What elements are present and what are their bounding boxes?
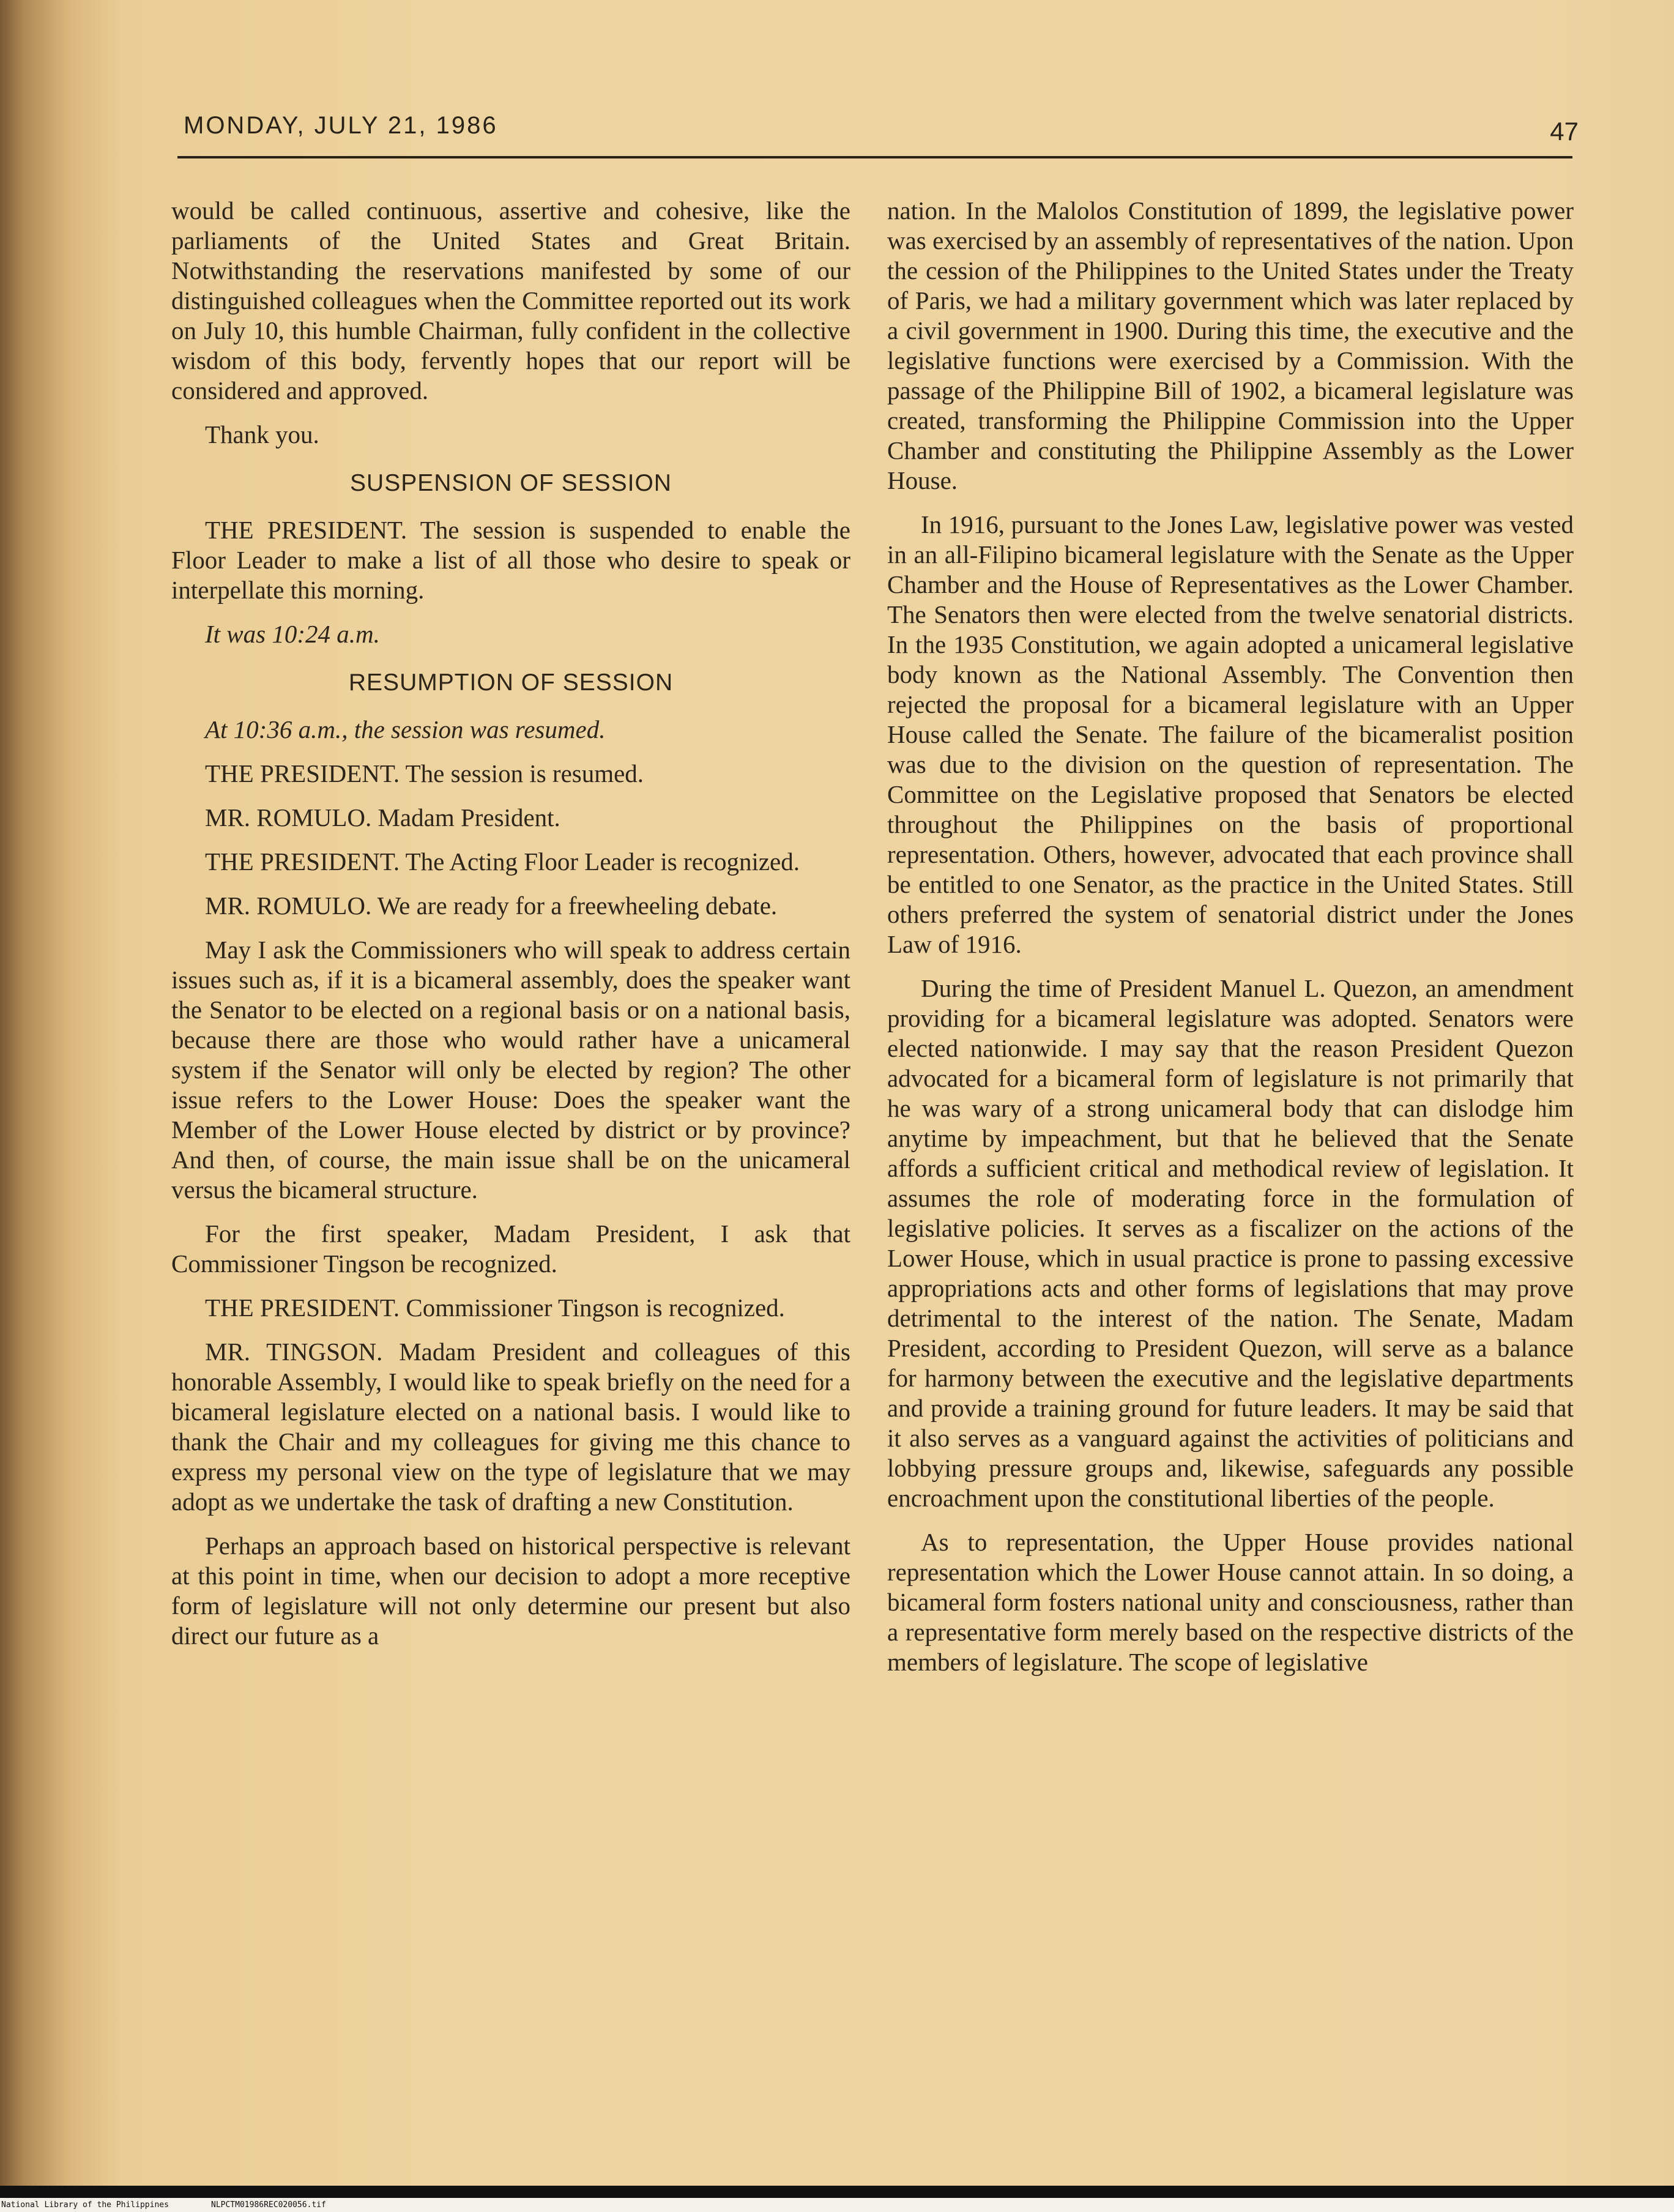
right-column [887,196,1574,1691]
paragraph: THE PRESIDENT. The Acting Floor Leader is recognized. [205,847,800,876]
header-rule [177,156,1572,158]
paragraph: MR. ROMULO. Madam President. [205,803,560,832]
paragraph: May I ask the Commissioners who will speak to address certain issues such as, if it is a bicameral assembly, does the speaker want the Senator to be elected on a regional basis or on a national basis, because there are those who would rather have a unicameral system if the Senator will only be elected by region? The other issue refers to the Lower House: Does the speaker want the Member of the Lower House elected by district or by province? And then, of course, the main issue shall be on the unicameral versus the bicameral structure. [171,936,850,1204]
footer-file: NLPCTM01986REC020056.tif [211,2200,326,2210]
section-heading: SUSPENSION OF SESSION [350,470,672,496]
paragraph: Thank you. [205,420,319,449]
page-header [184,107,1579,156]
paragraph: THE PRESIDENT. The session is suspended to enable the Floor Leader to make a list of all those who desire to speak or interpellate this morning. [171,516,850,604]
paragraph: As to representation, the Upper House provides national representation which the Lower House cannot attain. In so doing, a bicameral form fosters national unity and consciousness, rather than a representative form merely based on the respective districts of the members of legislature. The scope of legislative [887,1528,1574,1676]
paragraph: At 10:36 a.m., the session was resumed. [205,715,606,743]
page-number: 47 [1550,117,1579,146]
section-heading: RESUMPTION OF SESSION [348,669,674,696]
running-head: MONDAY, JULY 21, 1986 [184,112,498,139]
paragraph: It was 10:24 a.m. [205,620,380,648]
paragraph: During the time of President Manuel L. Quezon, an amendment providing for a bicameral legislature was adopted. Senators were elected nationwide. I may say that the reason President Quezon advocated for a bicameral form of legislature is not primarily that he was wary of a strong unicameral body that can dislodge him anytime by impeachment, but that he believed that the Senate affords a sufficient critical and methodical review of legislation. It assumes the role of moderating force in the formulation of legislative policies. It serves as a fiscalizer on the actions of the Lower House, which in usual practice is prone to passing excessive appropriations acts and other forms of legislations that may prove detrimental to the interest of the nation. The Senate, Madam President, according to President Quezon, will serve as a balance for harmony between the executive and the legislative departments and provide a training ground for future leaders. It may be said that it also serves as a vanguard against the activities of politicians and lobbying pressure groups and, likewise, safeguards any possible encroachment upon the constitutional liberties of the people. [887,974,1574,1512]
scan-footer [0,2198,1674,2212]
paragraph: MR. ROMULO. We are ready for a freewheeling debate. [205,892,778,920]
paragraph: Perhaps an approach based on historical perspective is relevant at this point in time, when our decision to adopt a more receptive form of legislature will not only determine our present but also direct our future as a [171,1532,850,1650]
scan-border [0,2186,1674,2198]
paragraph: would be called continuous, assertive and cohesive, like the parliaments of the United States and Great Britain. Notwithstanding the reservations manifested by some of our distinguished colleagues when the Committee reported out its work on July 10, this humble Chairman, fully confident in the collective wisdom of this body, fervently hopes that our report will be considered and approved. [171,196,850,404]
paragraph: For the first speaker, Madam President, I ask that Commissioner Tingson be recognized. [171,1220,850,1278]
paragraph: MR. TINGSON. Madam President and colleagues of this honorable Assembly, I would like to speak briefly on the need for a bicameral legislature elected on a national basis. I would like to thank the Chair and my colleagues for giving me this chance to express my personal view on the type of legislature that we may adopt as we undertake the task of drafting a new Constitution. [171,1338,850,1516]
paragraph: In 1916, pursuant to the Jones Law, legislative power was vested in an all-Filipino bicameral legislature with the Senate as the Upper Chamber and the House of Representatives as the Lower Chamber. The Senators then were elected from the twelve senatorial districts. In the 1935 Constitution, we again adopted a unicameral legislative body known as the National Assembly. The Convention then rejected the proposal for a bicameral legislature with an Upper House called the Senate. The failure of the bicameralist position was due to the division on the question of representation. The Committee on the Legislative proposed that Senators be elected throughout the Philippines on the basis of proportional representation. Others, however, advocated that each province shall be entitled to one Senator, as the practice in the United States. Still others preferred the system of senatorial district under the Jones Law of 1916. [887,510,1574,958]
left-column [171,196,850,1665]
paragraph: THE PRESIDENT. The session is resumed. [205,759,644,788]
paragraph: THE PRESIDENT. Commissioner Tingson is recognized. [205,1294,785,1322]
footer-source: National Library of the Philippines [1,2200,169,2210]
paragraph: nation. In the Malolos Constitution of 1899, the legislative power was exercised by an assembly of representatives of the nation. Upon the cession of the Philippines to the United States under the Treaty of Paris, we had a military government which was later replaced by a civil government in 1900. During this time, the executive and the legislative functions were exercised by a Commission. With the passage of the Philippine Bill of 1902, a bicameral legislature was created, transforming the Philippine Commission into the Upper Chamber and constituting the Philippine Assembly as the Lower House. [887,196,1574,494]
